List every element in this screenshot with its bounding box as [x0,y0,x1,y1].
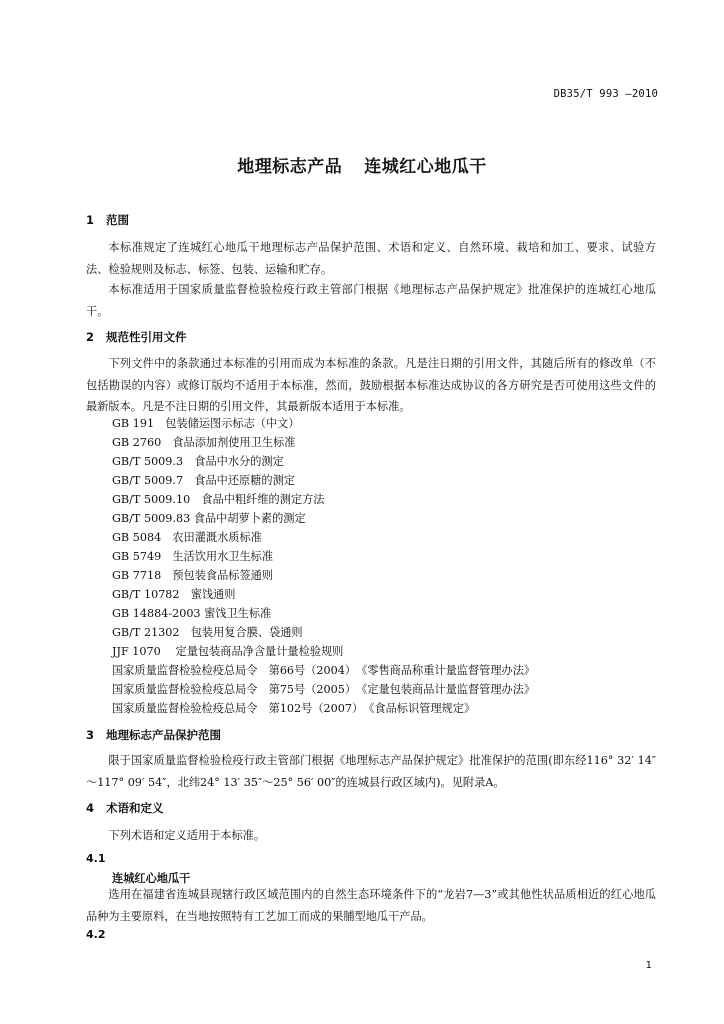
section-4-heading: 4 术语和定义 [86,801,164,815]
reference-item: GB 14884-2003 蜜饯卫生标准 [112,607,272,620]
reference-item: JJF 1070 定量包装商品净含量计量检验规则 [112,645,344,658]
reference-item: GB 2760 食品添加剂使用卫生标准 [112,436,296,449]
section-3-heading: 3 地理标志产品保护范围 [86,728,221,742]
clause-4-1-number: 4.1 [86,852,106,865]
clause-4-1-definition: 选用在福建省连城县现辖行政区域范围内的自然生态环境条件下的“龙岩7—3”或其他性状品质相近的红心地瓜品种为主要原料，在当地按照特有工艺加工而成的果脯型地瓜干产品。 [86,888,656,923]
reference-item: GB/T 21302 包装用复合膜、袋通则 [112,626,303,639]
reference-item: GB 5084 农田灌溉水质标准 [112,531,262,544]
reference-item: GB 5749 生活饮用水卫生标准 [112,550,274,563]
clause-4-2-number: 4.2 [86,928,106,941]
section-2-heading: 2 规范性引用文件 [86,330,187,344]
title-part-2: 连城红心地瓜干 [364,157,487,177]
reference-item: GB 7718 预包装食品标签通则 [112,569,274,582]
reference-item: 国家质量监督检验检疫总局令 第66号（2004） 《零售商品称重计量监督管理办法》 [112,664,536,677]
reference-item: GB/T 5009.10 食品中粗纤维的测定方法 [112,493,325,506]
reference-item: GB/T 5009.83 食品中胡萝卜素的测定 [112,512,306,525]
section-3-paragraph: 限于国家质量监督检验检疫行政主管部门根据《地理标志产品保护规定》批准保护的范围(即东经116° 32′ 14″～117° 09′ 54″，北纬24° 13′ 35″～25° 56′ 00″的连城县行政区域内)。见附录A。 [86,754,656,789]
title-part-1: 地理标志产品 [237,157,343,177]
clause-4-1-term: 连城红心地瓜干 [112,872,191,885]
reference-item: GB/T 5009.3 食品中水分的测定 [112,455,284,468]
reference-item: GB/T 10782 蜜饯通则 [112,588,236,601]
reference-item: GB/T 5009.7 食品中还原糖的测定 [112,474,295,487]
section-1-heading: 1 范围 [86,213,129,227]
reference-item: 国家质量监督检验检疫总局令 第102号（2007） 《食品标识管理规定》 [112,702,476,715]
standard-code: DB35/T 993 —2010 [553,88,658,100]
section-4-intro: 下列术语和定义适用于本标准。 [108,829,266,842]
reference-item: 国家质量监督检验检疫总局令 第75号（2005） 《定量包装商品计量监督管理办法》 [112,683,536,696]
section-2-intro: 下列文件中的条款通过本标准的引用而成为本标准的条款。凡是注日期的引用文件，其随后所有的修改单（不包括勘误的内容）或修订版均不适用于本标准，然而，鼓励根据本标准达成协议的各方研究是否可使用这些文件的最新版本。凡是不注日期的引用文件，其最新版本适用于本标准。 [86,357,656,413]
document-title [0,152,724,177]
section-1-paragraph-2: 本标准适用于国家质量监督检验检疫行政主管部门根据《地理标志产品保护规定》批准保护的连城红心地瓜干。 [86,283,656,318]
reference-item: GB 191 包装储运图示标志（中文） [112,417,300,430]
page-number: 1 [645,960,652,971]
section-1-paragraph-1: 本标准规定了连城红心地瓜干地理标志产品保护范围、术语和定义、自然环境、栽培和加工、要求、试验方法、检验规则及标志、标签、包装、运输和贮存。 [86,241,656,276]
